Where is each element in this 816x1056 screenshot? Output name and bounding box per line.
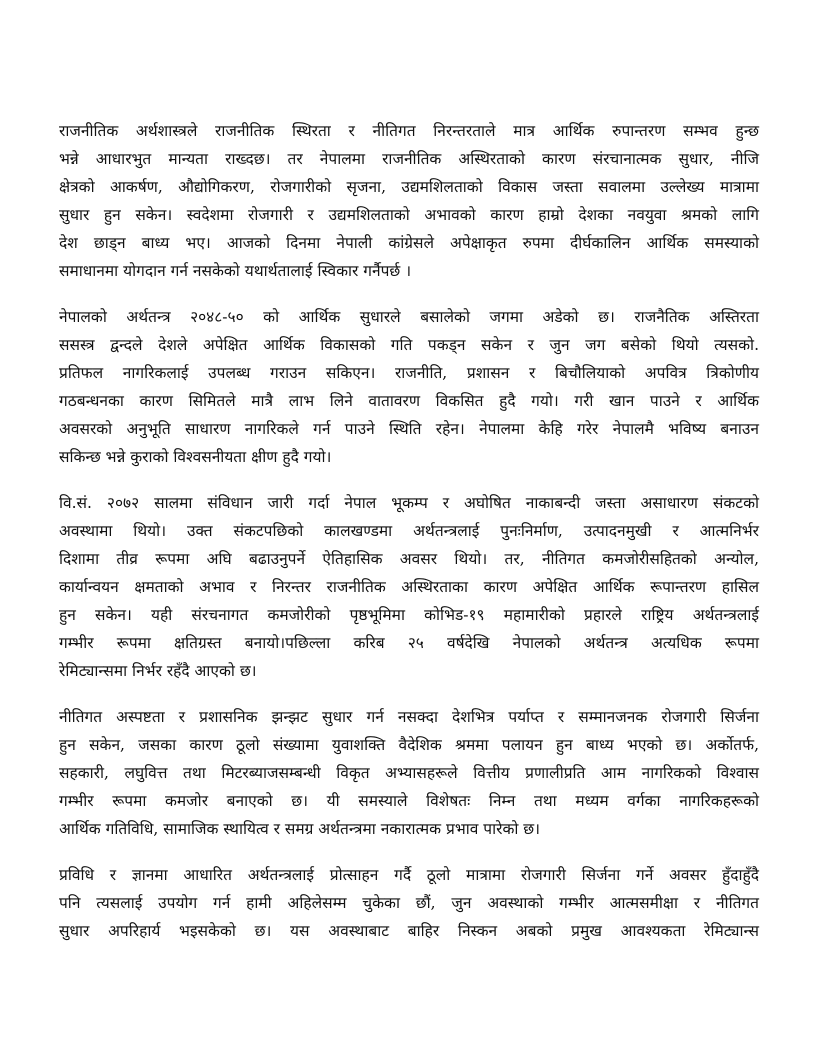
paragraph-4: [59, 703, 759, 843]
text-line: रेमिट्यान्समा निर्भर रहँदै आएको छ।: [59, 662, 257, 680]
text-line: भन्ने आधारभुत मान्यता राख्दछ। तर नेपालमा राजनीतिक अस्थिरताको कारण संरचानात्मक सुधार, नीजि: [59, 150, 759, 168]
text-line: ससस्त्र द्वन्दले देशले अपेक्षित आर्थिक विकासको गति पकड्न सकेन र जुन जग बसेको थियो त्यसको.: [59, 336, 759, 354]
paragraph-2: [59, 303, 759, 471]
text-line: कार्यान्वयन क्षमताको अभाव र निरन्तर राजनीतिक अस्थिरताका कारण अपेक्षित आर्थिक रूपान्तरण हासिल: [59, 578, 759, 596]
text-line: प्रविधि र ज्ञानमा आधारित अर्थतन्त्रलाई प्रोत्साहन गर्दै ठूलो मात्रामा रोजगारी सिर्जना गर्ने अवसर हुँदाहुँदै: [59, 866, 759, 884]
text-line: सुधार अपरिहार्य भइसकेको छ। यस अवस्थाबाट बाहिर निस्कन अबको प्रमुख आवश्यकता रेमिट्यान्स: [59, 922, 759, 940]
text-line: क्षेत्रको आकर्षण, औद्योगिकरण, रोजगारीको सृजना, उद्यमशिलताको विकास जस्ता सवालमा उल्लेख्य मात्रामा: [59, 178, 759, 196]
text-line: सुधार हुन सकेन। स्वदेशमा रोजगारी र उद्यमशिलताको अभावको कारण हाम्रो देशका नवयुवा श्रमको लागि: [59, 206, 759, 224]
text-line: पनि त्यसलाई उपयोग गर्न हामी अहिलेसम्म चुकेका छौं, जुन अवस्थाको गम्भीर आत्मसमीक्षा र नीतिगत: [59, 894, 759, 912]
text-line: समाधानमा योगदान गर्न नसकेको यथार्थतालाई स्विकार गर्नैपर्छ ।: [59, 262, 412, 280]
document-page: [59, 117, 759, 963]
text-line: हुन सकेन। यही संरचनागत कमजोरीको पृष्ठभूमिमा कोभिड-१९ महामारीको प्रहारले राष्ट्रिय अर्थतन्त्रलाई: [59, 606, 759, 624]
paragraph-5: [59, 861, 759, 945]
text-line: हुन सकेन, जसका कारण ठूलो संख्यामा युवाशक्ति वैदेशिक श्रममा पलायन हुन बाध्य भएको छ। अर्कोतर्फ,: [59, 736, 759, 754]
text-line: वि.सं. २०७२ सालमा संविधान जारी गर्दा नेपाल भूकम्प र अघोषित नाकाबन्दी जस्ता असाधारण संकटको: [59, 494, 759, 512]
text-line: अवसरको अनुभूति साधारण नागरिकले गर्न पाउने स्थिति रहेन। नेपालमा केहि गरेर नेपालमै भविष्य बनाउन: [59, 420, 759, 438]
text-line: आर्थिक गतिविधि, सामाजिक स्थायित्व र समग्र अर्थतन्त्रमा नकारात्मक प्रभाव पारेको छ।: [59, 820, 541, 838]
paragraph-1: [59, 117, 759, 285]
text-line: सकिन्छ भन्ने कुराको विश्वसनीयता क्षीण हुदै गयो।: [59, 448, 332, 466]
text-line: नेपालको अर्थतन्त्र २०४८-५० को आर्थिक सुधारले बसालेको जगमा अडेको छ। राजनैतिक अस्तिरता: [59, 308, 759, 326]
text-line: देश छाड्न बाध्य भए। आजको दिनमा नेपाली कांग्रेसले अपेक्षाकृत रुपमा दीर्घकालिन आर्थिक समस्याको: [59, 234, 759, 252]
text-line: गठबन्धनका कारण सिमितले मात्रै लाभ लिने वातावरण विकसित हुदै गयो। गरी खान पाउने र आर्थिक: [59, 392, 759, 410]
text-line: नीतिगत अस्पष्टता र प्रशासनिक झन्झट सुधार गर्न नसक्दा देशभित्र पर्याप्त र सम्मानजनक रोजगारी सिर्जना: [59, 708, 759, 726]
paragraph-3: [59, 489, 759, 685]
text-line: सहकारी, लघुवित्त तथा मिटरब्याजसम्बन्धी विकृत अभ्यासहरूले वित्तीय प्रणालीप्रति आम नागरिकको विश्वास: [59, 764, 759, 782]
text-line: प्रतिफल नागरिकलाई उपलब्ध गराउन सकिएन। राजनीति, प्रशासन र बिचौलियाको अपवित्र त्रिकोणीय: [59, 364, 759, 382]
text-line: दिशामा तीव्र रूपमा अघि बढाउनुपर्ने ऐतिहासिक अवसर थियो। तर, नीतिगत कमजोरीसहितको अन्योल,: [59, 550, 759, 568]
text-line: राजनीतिक अर्थशास्त्रले राजनीतिक स्थिरता र नीतिगत निरन्तरताले मात्र आर्थिक रुपान्तरण सम्भव हुन्छ: [59, 122, 759, 140]
text-line: गम्भीर रूपमा कमजोर बनाएको छ। यी समस्याले विशेषतः निम्न तथा मध्यम वर्गका नागरिकहरूको: [59, 792, 759, 810]
text-line: गम्भीर रूपमा क्षतिग्रस्त बनायो।पछिल्ला करिब २५ वर्षदेखि नेपालको अर्थतन्त्र अत्यधिक रूपमा: [59, 634, 759, 652]
text-line: अवस्थामा थियो। उक्त संकटपछिको कालखण्डमा अर्थतन्त्रलाई पुनःनिर्माण, उत्पादनमुखी र आत्मनिर्भर: [59, 522, 759, 540]
